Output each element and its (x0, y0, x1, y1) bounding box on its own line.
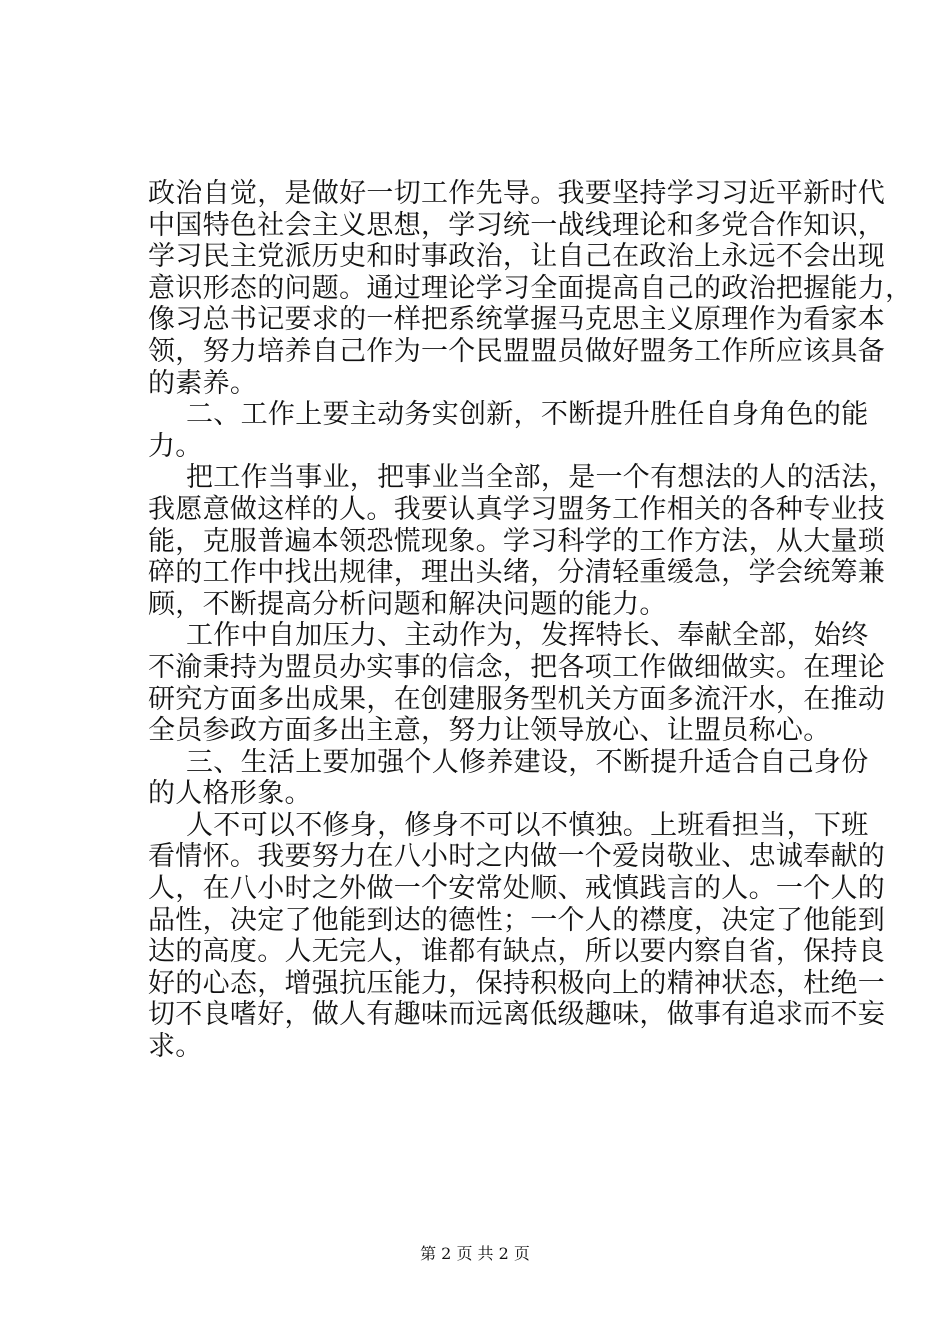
body-line: 能，克服普遍本领恐慌现象。学习科学的工作方法，从大量琐 (148, 525, 886, 557)
body-line: 把工作当事业，把事业当全部，是一个有想法的人的活法， (186, 462, 896, 494)
body-line: 好的心态，增强抗压能力，保持积极向上的精神状态，杜绝一 (148, 967, 886, 999)
body-line: 求。 (148, 1031, 203, 1063)
body-line: 像习总书记要求的一样把系统掌握马克思主义原理作为看家本 (148, 304, 886, 336)
body-line: 中国特色社会主义思想，学习统一战线理论和多党合作知识， (148, 209, 886, 241)
body-line: 切不良嗜好，做人有趣味而远离低级趣味，做事有追求而不妄 (148, 999, 886, 1031)
body-line: 工作中自加压力、主动作为，发挥特长、奉献全部，始终 (186, 620, 869, 652)
section-heading-line: 三、生活上要加强个人修养建设，不断提升适合自己身份 (186, 746, 869, 778)
body-line: 学习民主党派历史和时事政治，让自己在政治上永远不会出现 (148, 241, 886, 273)
body-line: 碎的工作中找出规律，理出头绪，分清轻重缓急，学会统筹兼 (148, 557, 886, 589)
body-line: 品性，决定了他能到达的德性；一个人的襟度，决定了他能到 (148, 904, 886, 936)
section-heading-line: 二、工作上要主动务实创新，不断提升胜任自身角色的能 (186, 399, 869, 431)
body-line: 不渝秉持为盟员办实事的信念，把各项工作做细做实。在理论 (148, 651, 886, 683)
body-line: 看情怀。我要努力在八小时之内做一个爱岗敬业、忠诚奉献的 (148, 841, 886, 873)
body-line: 达的高度。人无完人，谁都有缺点，所以要内察自省，保持良 (148, 936, 886, 968)
body-line: 的素养。 (148, 367, 258, 399)
section-heading-line: 力。 (148, 430, 203, 462)
body-line: 研究方面多出成果，在创建服务型机关方面多流汗水，在推动 (148, 683, 886, 715)
page-number-footer: 第 2 页 共 2 页 (420, 1244, 530, 1263)
body-line: 领，努力培养自己作为一个民盟盟员做好盟务工作所应该具备 (148, 335, 886, 367)
body-line: 人，在八小时之外做一个安常处顺、戒慎践言的人。一个人的 (148, 873, 886, 905)
body-line: 全员参政方面多出主意，努力让领导放心、让盟员称心。 (148, 715, 831, 747)
body-line: 顾，不断提高分析问题和解决问题的能力。 (148, 588, 667, 620)
body-line: 意识形态的问题。通过理论学习全面提高自己的政治把握能力， (148, 272, 913, 304)
document-body (148, 178, 913, 1063)
body-line: 人不可以不修身，修身不可以不慎独。上班看担当，下班 (186, 809, 869, 841)
body-line: 我愿意做这样的人。我要认真学习盟务工作相关的各种专业技 (148, 493, 886, 525)
body-line: 政治自觉，是做好一切工作先导。我要坚持学习习近平新时代 (148, 178, 886, 209)
section-heading-line: 的人格形象。 (148, 778, 312, 810)
